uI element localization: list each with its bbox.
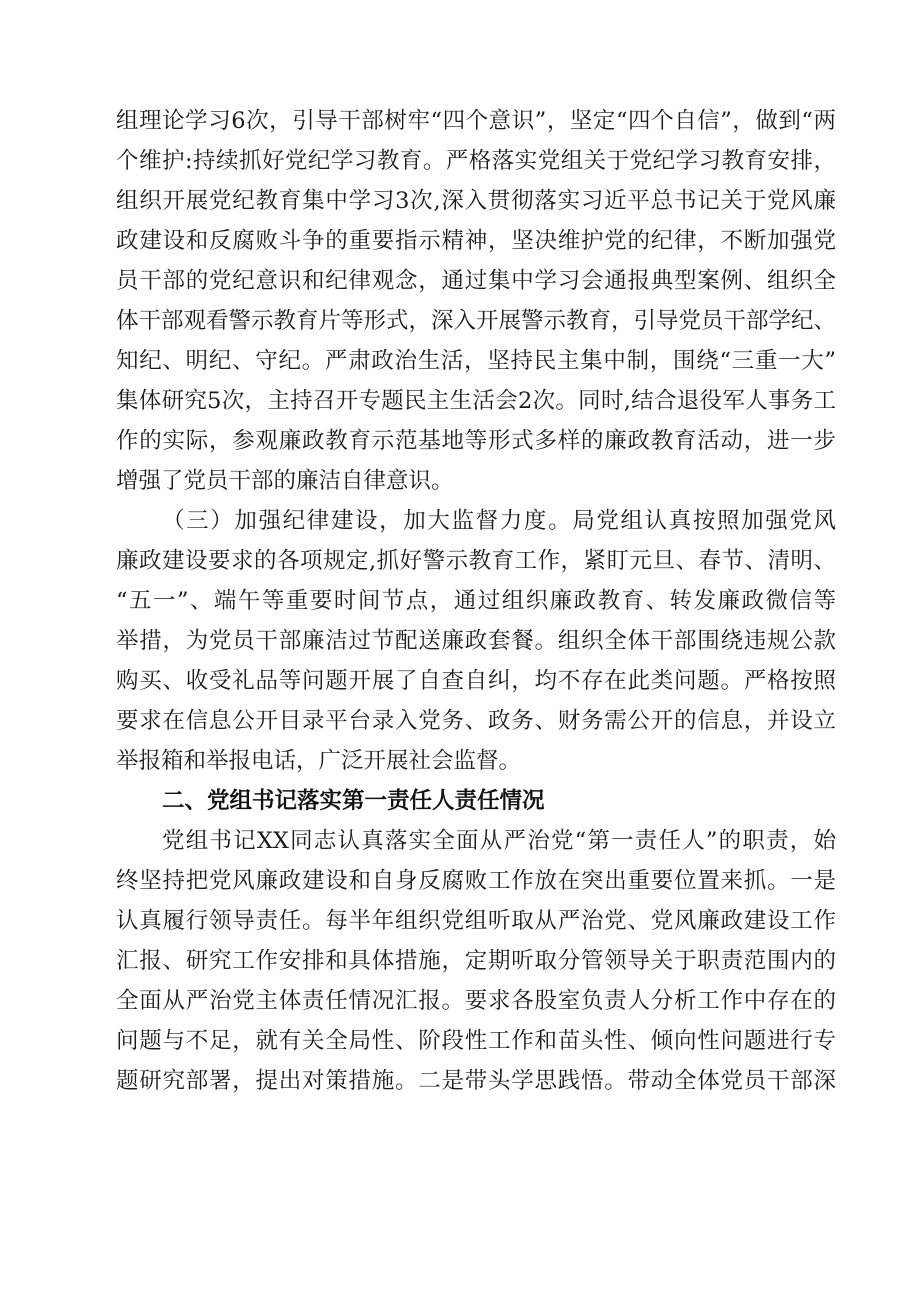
paragraph-first-line: 党组书记XX同志认真落实全面从严治党“第一责任人”的职责，始 (162, 828, 836, 854)
section-paragraph-first-line: （三）加强纪律建设，加大监督力度。局党组认真按照加强党风 (162, 508, 836, 534)
paragraph-last-line: 增强了党员干部的廉洁自律意识。 (116, 468, 454, 494)
body-text-line: 组织开展党纪教育集中学习3次,深入贯彻落实习近平总书记关于党风廉 (116, 188, 836, 214)
body-text-line: 组理论学习6次，引导干部树牢“四个意识”，坚定“四个自信”，做到“两 (116, 108, 836, 134)
body-text-line: 题研究部署，提出对策措施。二是带头学思践悟。带动全体党员干部深 (116, 1068, 836, 1094)
body-text-line: 汇报、研究工作安排和具体措施，定期听取分管领导关于职责范围内的 (116, 948, 836, 974)
section-heading: 二、党组书记落实第一责任人责任情况 (162, 788, 545, 814)
body-text-line: “五一”、端午等重要时间节点，通过组织廉政教育、转发廉政微信等 (116, 588, 836, 614)
body-text-line: 全面从严治党主体责任情况汇报。要求各股室负责人分析工作中存在的 (116, 988, 836, 1014)
body-text-line: 个维护:持续抓好党纪学习教育。严格落实党组关于党纪学习教育安排， (116, 148, 836, 174)
body-text-line: 知纪、明纪、守纪。严肃政治生活，坚持民主集中制，围绕“三重一大” (116, 348, 836, 374)
body-text-line: 廉政建设要求的各项规定,抓好警示教育工作，紧盯元旦、春节、清明、 (116, 548, 836, 574)
body-text-line: 政建设和反腐败斗争的重要指示精神，坚决维护党的纪律，不断加强党 (116, 228, 836, 254)
body-text-line: 终坚持把党风廉政建设和自身反腐败工作放在突出重要位置来抓。一是 (116, 868, 836, 894)
body-text-line: 购买、收受礼品等问题开展了自查自纠，均不存在此类问题。严格按照 (116, 668, 836, 694)
body-text-line: 问题与不足，就有关全局性、阶段性工作和苗头性、倾向性问题进行专 (116, 1028, 836, 1054)
body-text-line: 举措，为党员干部廉洁过节配送廉政套餐。组织全体干部围绕违规公款 (116, 628, 836, 654)
body-text-line: 集体研究5次，主持召开专题民主生活会2次。同时,结合退役军人事务工 (116, 388, 836, 414)
body-text-line: 作的实际，参观廉政教育示范基地等形式多样的廉政教育活动，进一步 (116, 428, 836, 454)
body-text-line: 员干部的党纪意识和纪律观念，通过集中学习会通报典型案例、组织全 (116, 268, 836, 294)
body-text-line: 要求在信息公开目录平台录入党务、政务、财务需公开的信息，并设立 (116, 708, 836, 734)
body-text-line: 体干部观看警示教育片等形式，深入开展警示教育，引导党员干部学纪、 (116, 308, 837, 334)
paragraph-last-line: 举报箱和举报电话，广泛开展社会监督。 (116, 748, 522, 774)
body-text-line: 认真履行领导责任。每半年组织党组听取从严治党、党风廉政建设工作 (116, 908, 836, 934)
